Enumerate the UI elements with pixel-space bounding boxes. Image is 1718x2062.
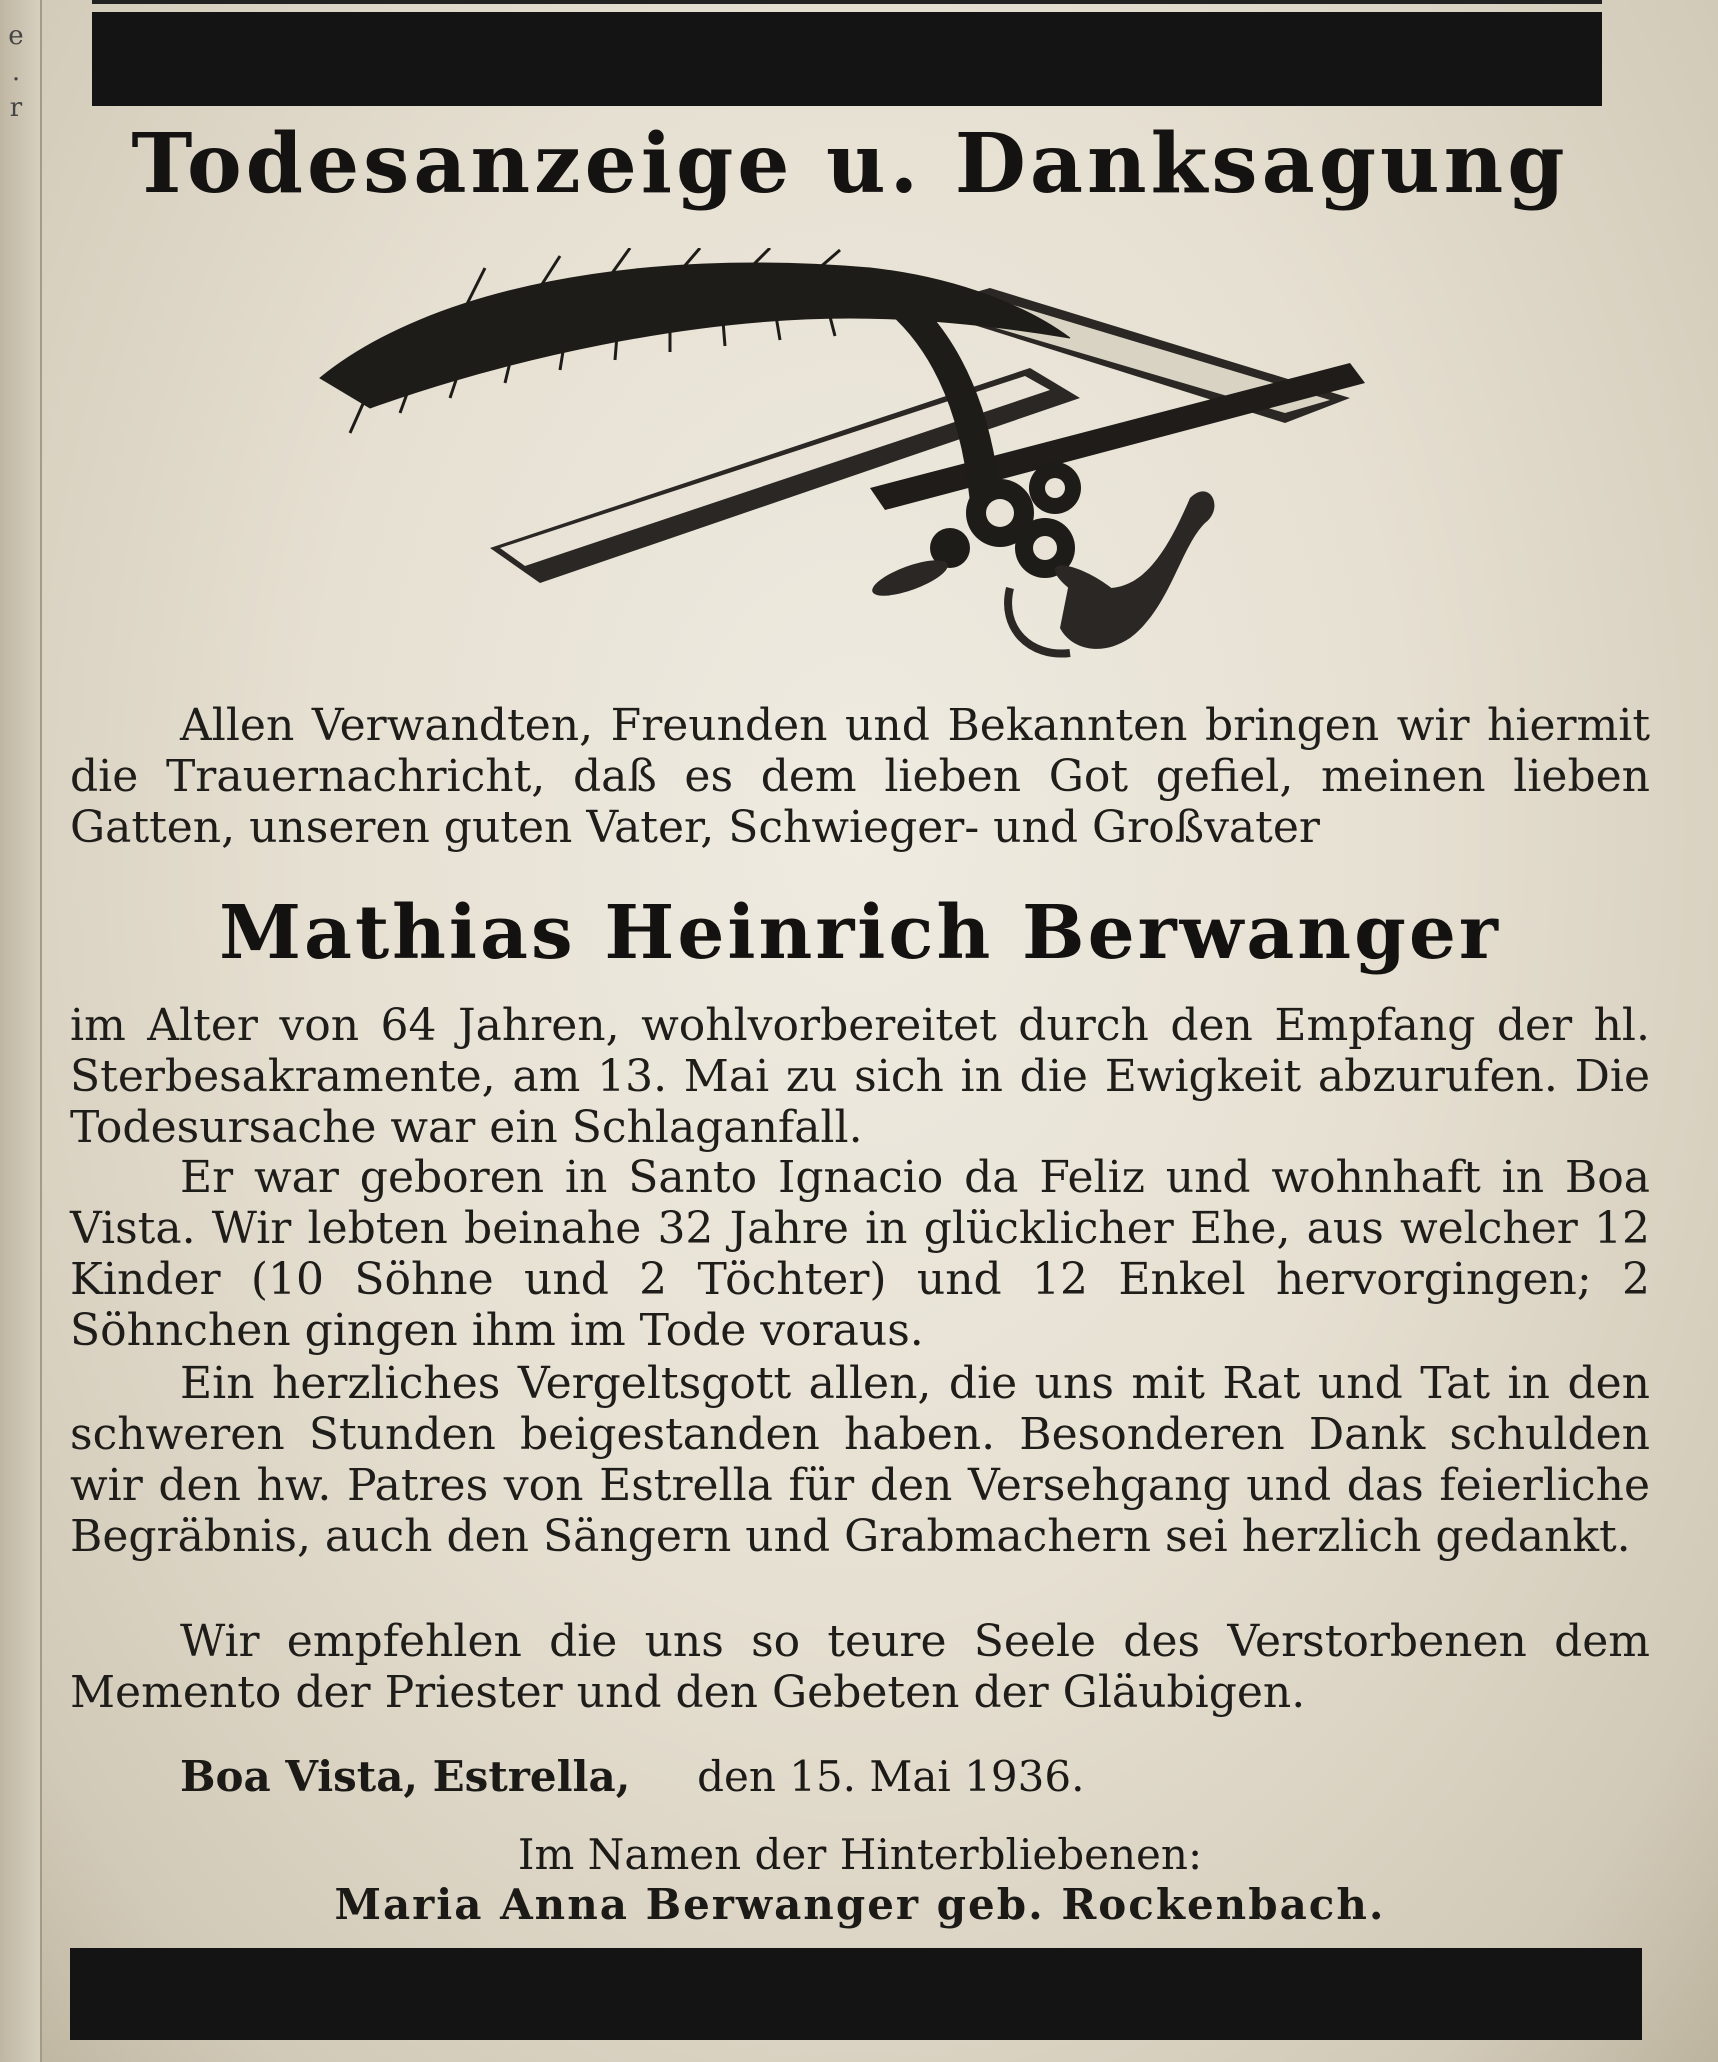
death-paragraph: im Alter von 64 Jahren, wohlvorbereitet durch den Empfang der hl. Sterbesakramente, am 13. Mai zu sich in die Ewigkeit abzurufen. Die Todesursache war ein Schlaganfall. bbox=[70, 1000, 1650, 1153]
top-black-bar bbox=[92, 12, 1602, 106]
bottom-black-bar bbox=[70, 1948, 1642, 2040]
notice-title: Todesanzeige u. Danksagung bbox=[131, 116, 1569, 212]
bereaved-label: Im Namen der Hinterbliebenen: bbox=[517, 1830, 1203, 1879]
signature: Maria Anna Berwanger geb. Rockenbach. bbox=[334, 1880, 1386, 1929]
palm-branch-icon bbox=[320, 248, 1070, 498]
life-paragraph: Er war geboren in Santo Ignacio da Feliz und wohnhaft in Boa Vista. Wir lebten beinahe 32 Jahre in glücklicher Ehe, aus welcher 12 Kinder (10 Söhne und 2 Töchter) und 12 Enkel hervorgingen; 2 Söhnchen gingen ihm im Tode voraus. bbox=[70, 1152, 1650, 1356]
place-and-date bbox=[180, 1752, 1380, 1801]
prayer-paragraph: Wir empfehlen die uns so teure Seele des Verstorbenen dem Memento der Priester und den Gebeten der Gläubigen. bbox=[70, 1616, 1650, 1718]
deceased-name: Mathias Heinrich Berwanger bbox=[219, 890, 1501, 976]
intro-paragraph: Allen Verwandten, Freunden und Bekannten bringen wir hiermit die Trauernachricht, daß es dem lieben Got gefiel, meinen lieben Gatten, unseren guten Vater, Schwieger- und Großvater bbox=[70, 700, 1650, 853]
top-rule bbox=[92, 0, 1602, 4]
date: den 15. Mai 1936. bbox=[697, 1752, 1085, 1801]
spacer bbox=[644, 1752, 684, 1801]
adjacent-column-margin bbox=[0, 0, 42, 2062]
margin-letters: e . r bbox=[8, 21, 24, 123]
place: Boa Vista, Estrella, bbox=[180, 1752, 631, 1801]
palm-cross-emblem-icon bbox=[310, 248, 1410, 668]
thanks-paragraph: Ein herzliches Vergeltsgott allen, die uns mit Rat und Tat in den schweren Stunden beigestanden haben. Besonderen Dank schulden wir den hw. Patres von Estrella für den Versehgang und das feierliche Begräbnis, auch den Sängern und Grabmachern sei herzlich gedankt. bbox=[70, 1358, 1650, 1562]
